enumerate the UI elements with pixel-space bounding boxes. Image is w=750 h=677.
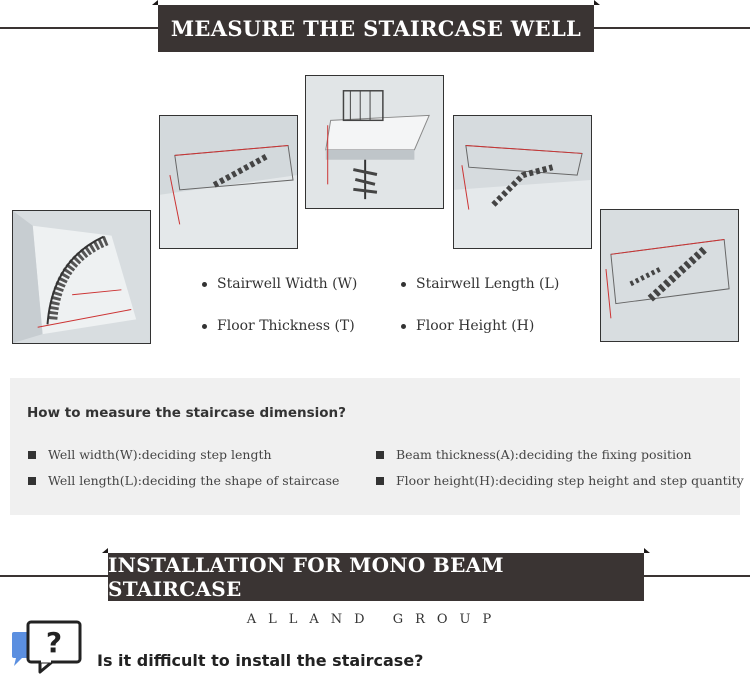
bullet-dot — [401, 282, 406, 287]
bullet-square — [28, 451, 36, 459]
dimension-thickness: Floor Thickness (T) — [202, 318, 355, 334]
section1-title: MEASURE THE STAIRCASE WELL — [170, 16, 582, 41]
bullet-dot — [202, 324, 207, 329]
company-name: ALLAND GROUP — [246, 612, 504, 627]
section2-banner — [108, 553, 644, 601]
dimension-width: Stairwell Width (W) — [202, 276, 357, 292]
bullet-dot — [202, 282, 207, 287]
staircase-photo-u-shape — [600, 209, 739, 342]
staircase-photo-curved — [12, 210, 151, 344]
dimension-length: Stairwell Length (L) — [401, 276, 559, 292]
svg-text:?: ? — [45, 626, 63, 659]
bullet-square — [28, 477, 36, 485]
panel-title: How to measure the staircase dimension? — [27, 405, 346, 421]
bullet-dot — [401, 324, 406, 329]
panel-item-floor-height: Floor height(H):deciding step height and step quantity — [376, 473, 744, 488]
panel-item-well-length: Well length(L):deciding the shape of staircase — [28, 473, 339, 488]
dimension-height: Floor Height (H) — [401, 318, 534, 334]
panel-item-well-width: Well width(W):deciding step length — [28, 447, 272, 462]
section2-title: INSTALLATION FOR MONO BEAM STAIRCASE — [108, 553, 504, 601]
staircase-photo-l-shape — [453, 115, 592, 249]
question-chat-icon — [10, 620, 86, 676]
staircase-photo-straight — [159, 115, 298, 249]
measurement-info-panel — [10, 378, 744, 515]
panel-item-beam-thickness: Beam thickness(A):deciding the fixing position — [376, 447, 692, 462]
install-question: Is it difficult to install the staircase? — [97, 651, 424, 670]
staircase-photo-spiral — [305, 75, 444, 209]
section1-banner — [158, 5, 594, 52]
bullet-square — [376, 477, 384, 485]
bullet-square — [376, 451, 384, 459]
